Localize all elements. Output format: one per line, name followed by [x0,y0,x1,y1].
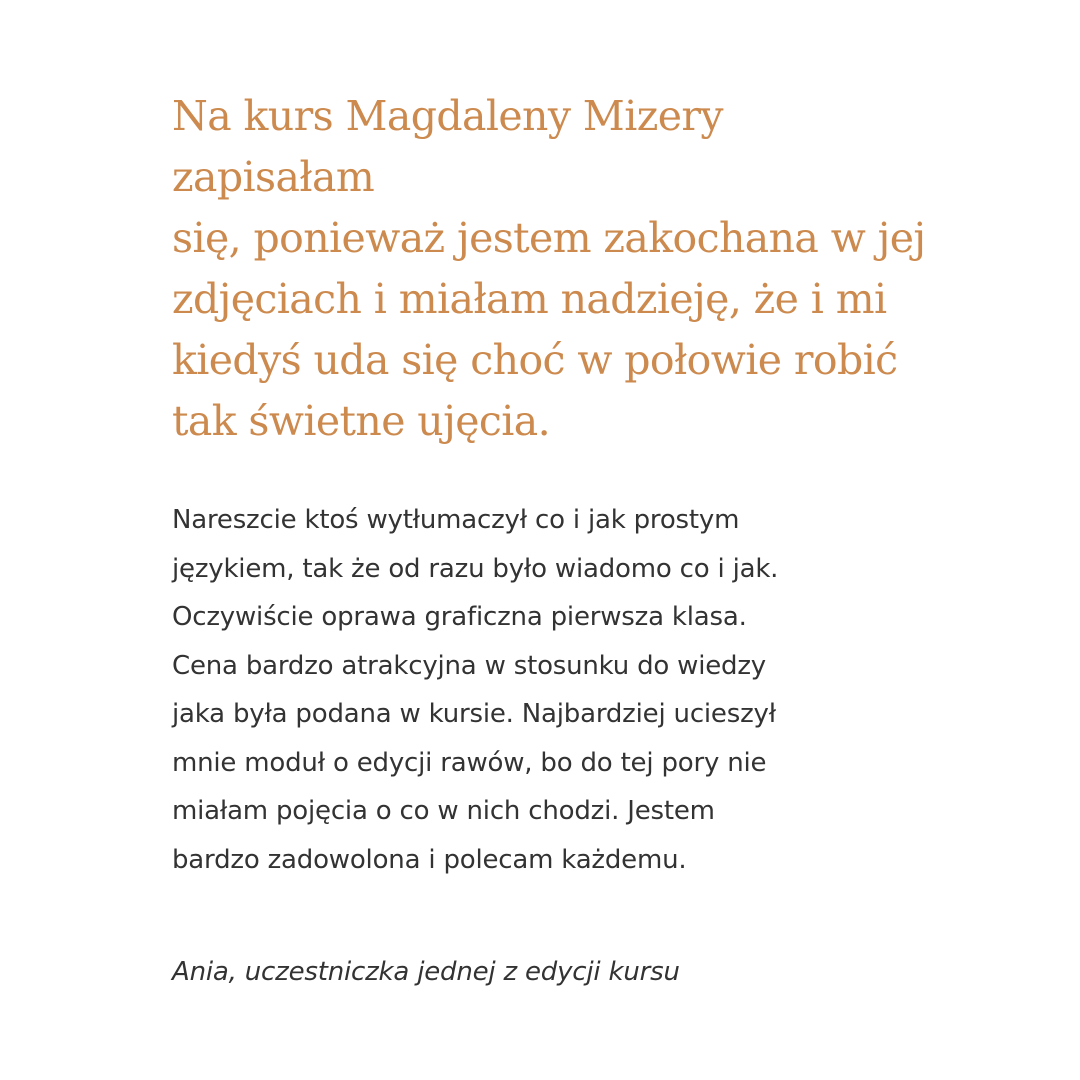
testimonial-body: Nareszcie ktoś wytłumaczył co i jak prostym językiem, tak że od razu było wiadomo co i jak. Oczywiście oprawa graficzna pierwsza klasa. Cena bardzo atrakcyjna w stosunku do wiedzy jaka była podana w kursie. Najbardziej ucieszył mnie moduł o edycji rawów, bo do tej pory nie miałam pojęcia o co w nich chodzi. Jestem bardzo zadowolona i polecam każdemu. [172,505,779,875]
testimonial-attribution: Ania, uczestniczka jednej z edycji kursu [172,957,680,987]
testimonial-heading: Na kurs Magdaleny Mizery zapisałam się, ponieważ jestem zakochana w jej zdjęciach i miałam nadzieję, że i mi kiedyś uda się choć w połowie robić tak świetne ujęcia. [172,92,926,445]
